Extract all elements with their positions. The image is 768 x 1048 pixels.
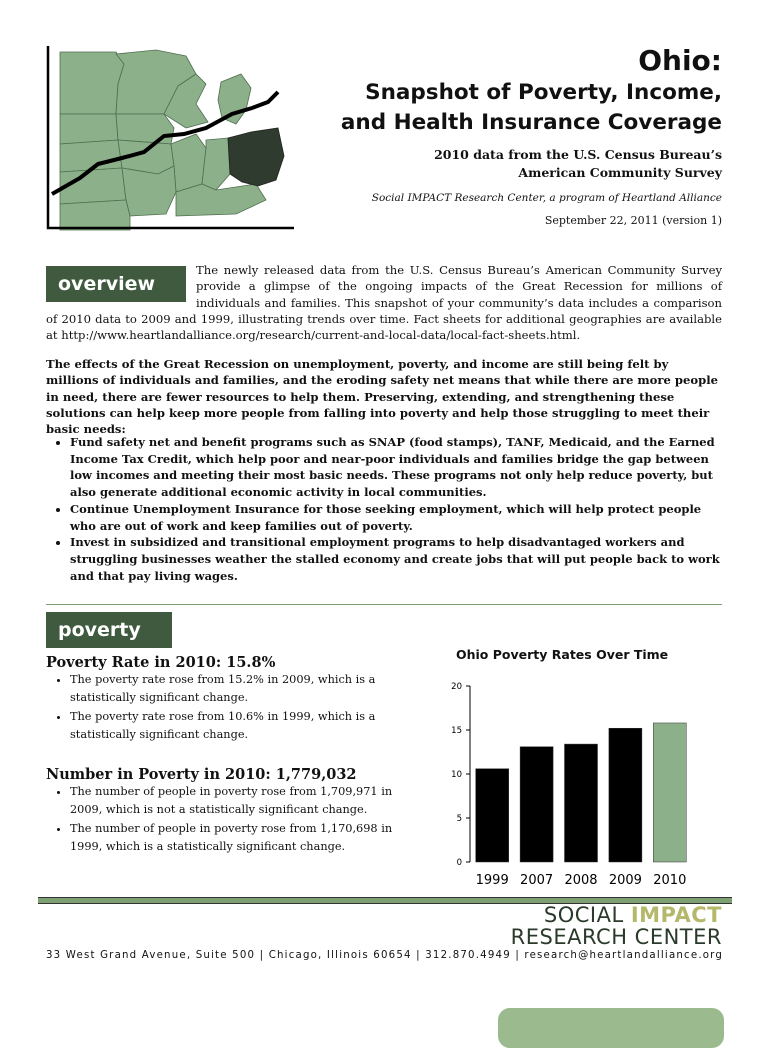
x-tick-label: 2009 [608,873,642,888]
title-block [282,44,722,227]
y-tick-label: 20 [451,682,462,692]
list-item: • The number of people in poverty rose from 1,170,698 in 1999, which is a statistically significant change. [70,820,410,857]
y-tick-label: 5 [456,814,462,824]
org-credit: Social IMPACT Research Center, a program of Heartland Alliance [371,192,722,204]
list-item: • The poverty rate rose from 15.2% in 2009, which is a statistically significant change. [70,671,410,708]
y-tick-label: 10 [451,770,462,780]
x-tick-label: 1999 [475,873,509,888]
bar-1999 [476,769,509,862]
list-item: • Continue Unemployment Insurance for those seeking employment, which will help protect people who are out of work and keep families out of poverty. [70,501,722,534]
overview-intro-wrap [46,262,722,343]
bar-2008 [565,744,598,862]
poverty-number-list [46,783,410,856]
section-divider [46,604,722,605]
list-item: • The poverty rate rose from 10.6% in 1999, which is a statistically significant change. [70,708,410,745]
list-item: • Invest in subsidized and transitional employment programs to help disadvantaged workers and struggling businesses weather the stalled economy and create jobs that will put people back to work and that pay living wages. [70,534,722,584]
y-tick-label: 15 [451,726,462,736]
poverty-rate-block [46,654,426,744]
poverty-rate-list [46,671,410,744]
x-tick-label: 2010 [653,873,687,888]
footer-address: 33 West Grand Avenue, Suite 500 | Chicago, Illinois 60654 | 312.870.4949 | research@heartlandalliance.org [46,950,724,961]
bar-2007 [520,747,553,862]
x-tick-label: 2007 [520,873,554,888]
page-subtitle-line1: Snapshot of Poverty, Income, [365,80,722,105]
poverty-rate-chart [440,676,710,890]
page-subtitle-line2: and Health Insurance Coverage [340,110,722,135]
list-item: • The number of people in poverty rose from 1,709,971 in 2009, which is not a statistically significant change. [70,783,410,820]
chart-title: Ohio Poverty Rates Over Time [456,647,669,662]
data-source-line2: American Community Survey [518,165,722,180]
poverty-number-block [46,766,426,856]
bar-2010 [653,723,686,862]
overview-solutions-list [46,434,722,584]
sirc-logo [508,904,722,948]
overview-effects: The effects of the Great Recession on unemployment, poverty, and income are still being felt by millions of individuals and families, and the eroding safety net means that while there are more people in need, there are fewer resources to help them. Preserving, extending, and strengthening these solutions can help keep more people from falling into poverty and help those struggling to meet their basic needs: [46,357,719,437]
poverty-badge: poverty [46,612,172,648]
poverty-number-heading: Number in Poverty in 2010: 1,779,032 [46,766,357,783]
list-item: • Fund safety net and benefit programs such as SNAP (food stamps), TANF, Medicaid, and the Earned Income Tax Credit, which help poor and near-poor individuals and families bridge the gap between low incomes and meeting their most basic needs. These programs not only help reduce poverty, but also generate additional economic activity in local communities. [70,434,722,501]
logo-line2: RESEARCH CENTER [510,925,722,949]
overview-badge: overview [46,266,186,302]
data-source [282,146,722,182]
overview-intro: The newly released data from the U.S. Census Bureau’s American Community Survey provide a glimpse of the ongoing impacts of the Great Recession for millions of individuals and families. This snapshot of your community’s data includes a comparison of 2010 data to 2009 and 1999, illustrating trends over time. Fact sheets for additional geographies are available at http://www.heartlandalliance.org/research/current-and-local-data/local-fact-sheets.html. [46,263,722,343]
y-tick-label: 0 [456,858,462,868]
midwest-map-graphic [46,44,296,234]
publish-date: September 22, 2011 (version 1) [544,214,722,227]
x-tick-label: 2008 [564,873,598,888]
bottom-tab [498,1008,724,1048]
logo-word-social: SOCIAL [543,903,631,927]
poverty-rate-heading: Poverty Rate in 2010: 15.8% [46,654,276,671]
data-source-line1: 2010 data from the U.S. Census Bureau’s [434,147,722,162]
logo-word-impact: IMPACT [630,903,722,927]
page-title: Ohio: [638,44,722,77]
ohio-state [228,128,284,186]
bar-2009 [609,728,642,862]
